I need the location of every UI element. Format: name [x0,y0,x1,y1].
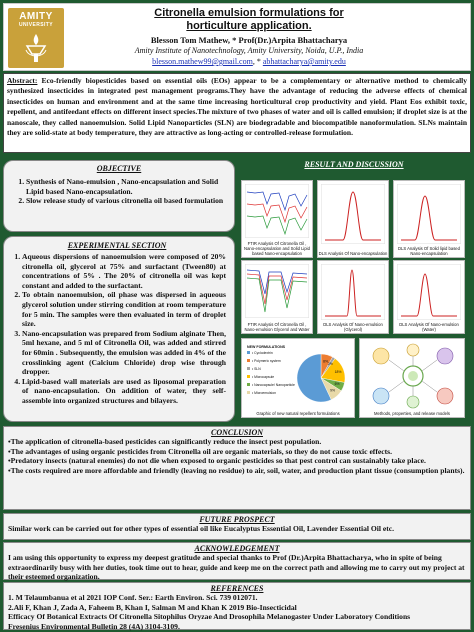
logo-name: AMITY [19,11,53,22]
reference-line: 1. M Telaumbanua et al 2021 IOP Conf. Ser.: Earth Environ. Sci. 739 012071. [8,593,258,602]
objective-item: 1. Synthesis of Nano-emulsion , Nano-encapsulation and Solid Lipid based Nano-encapsulation. [26,177,226,196]
conclusion-line: •The costs required are more affordable and friendly (leaving no residue) to air, soil, water, and production plant tissue (consumption plants). [8,465,465,475]
dls-plot-3 [321,264,385,320]
future-panel [3,513,471,540]
experimental-panel [3,236,235,422]
figure-caption: FTIR Analysis Of Citronella Oil , Nano-emulsion Glycerol and Water [244,322,310,332]
experimental-title: EXPERIMENTAL SECTION [67,241,167,250]
figure-formulations [241,338,355,418]
spray-bottle-icon [373,348,389,364]
affiliation: Amity Institute of Nanotechnology, Amity University, Noida, U.P., India [134,46,364,55]
capsule-icon [373,388,389,404]
title-line-2: horticulture application. [186,20,312,32]
pie-percent-label: 8% [323,359,329,364]
legend-label: • Cyclodextrin [252,351,273,355]
legend-swatch [247,351,250,354]
emails [64,57,434,66]
ftir-plot-1 [245,184,309,238]
figure-dls-3 [317,260,389,334]
figure-caption: DLS Analysis Of Nano-encapsulation [318,251,388,256]
dls-plot-4 [397,264,461,320]
figure-caption: FTIR Analysis Of Citronella Oil , Nano-encapsulation and Solid Lipid based Nano-encapsulation [244,241,310,256]
vial-icon [437,348,453,364]
objective-panel [3,160,235,232]
legend-swatch [247,391,250,394]
objective-title: OBJECTIVE [96,164,142,173]
authors: Blesson Tom Mathew, * Prof(Dr.)Arpita Bhattacharya [150,35,348,45]
conclusion-line: •Predatory insects (natural enemies) do not die when exposed to organic pesticides so that pest control can sustainably take place. [8,456,426,466]
legend-label: • Microemulsion [252,391,276,395]
experimental-list [8,252,226,406]
experimental-item: 1. Aqueous dispersions of nanoemulsion were composed of 20% citronella oil, glycerol at 75% and surfactant (Tween80) at concentrations of 5% . The 20% of citronella oil was kept constant and added to the surfactant. [22,252,226,290]
formulations-pie-chart [245,342,353,410]
results-panel [237,160,471,422]
references-panel [3,582,471,630]
title-line-1: Citronella emulsion formulations for [154,7,344,19]
reference-line: 2.Ali F, Khan J, Zada A, Faheem B, Khan I, Salman M and Khan K 2019 Bio-Insecticidal [8,602,297,612]
conclusion-title: CONCLUSION [210,428,263,437]
poster-title [84,7,414,33]
conclusion-line: •The advantages of using organic pesticides from Citronella oil are organic materials, so they do not cause toxic effects. [8,446,392,456]
conclusion-line: •The application of citronella-based pesticides can significantly reduce the insect pest population. [8,437,322,446]
legend-label: • Nanocapsule/ Nanoparticle [252,383,295,387]
acknowledgement-title: ACKNOWLEDGEMENT [194,544,280,553]
leaf-icon [407,396,419,408]
pie-percent-label: 2% [328,361,333,366]
legend-label: • Microcapsule [252,375,275,379]
abstract-box [3,73,471,153]
acknowledgement-panel [3,542,471,580]
legend-swatch [247,367,250,370]
pie-percent-label: 6% [334,382,340,387]
center-core-icon [408,371,418,381]
amity-logo [8,8,64,68]
future-title: FUTURE PROSPECT [199,515,275,524]
dls-plot-1 [321,184,385,244]
flask-icon [407,344,419,356]
email-separator: , * [252,57,261,66]
reference-line: Fresenius Environmental Bulletin 28 (4A) 3104-3109. [8,621,180,631]
email-link-1[interactable]: blesson.mathew99@gmail.com [152,57,253,66]
legend-swatch [247,359,250,362]
acknowledgement-text: I am using this opportunity to express my deepest gratitude and special thanks to Prof (Dr.)Arpita Bhattacharya, who in spite of being extraordinarily busy with her duties, took time out to hear, guide and keep me on the correct path and allowing me to carry out my project at their esteemed organization. [8,553,465,582]
formulations-legend [247,351,295,395]
results-title: RESULT AND DISCUSSION [304,160,404,169]
ftir-plot-2 [245,264,309,318]
formulations-heading: NEW FORMULATIONS [247,345,286,349]
figure-caption: DLS Analysis Of Nano-emulsion (Glycerol) [323,322,383,332]
email-link-2[interactable]: abhattacharya@amity.edu [262,57,346,66]
objective-item: 2. Slow release study of various citronella oil based formulation [26,196,226,206]
figure-caption: Methods, properties, and release models [374,411,450,416]
methods-illustration [363,342,463,410]
dls-plot-2 [397,184,461,244]
figure-caption: Graphic of new natural repellent formulations [256,411,340,416]
legend-label: • SLN [252,367,261,371]
pie-slices [297,354,345,402]
legend-swatch [247,383,250,386]
experimental-item: 3. Nano-encapsulation was prepared from Sodium alginate Then, 5ml hexane, and 5 ml of Citronella Oil, was added and stirred for 60min . Subsequently, the emulsion was added in 4% of the crosslinking agent (Calcium Chloride) drop wise through dropper. [22,329,226,377]
experimental-item: 4. Lipid-based wall materials are used as liposomal preparation of nano-encapsulation. On addition of water, they self-assemble into organized structures and bilayers. [22,377,226,406]
figure-caption: DLS Analysis Of Solid lipid based Nano-encapsulation [398,246,460,256]
legend-swatch [247,375,250,378]
poster-header [3,3,471,71]
figure-ftir-1 [241,180,313,258]
torch-emblem-icon [24,32,48,64]
pie-percent-label: 9% [330,388,336,393]
droplet-icon [437,388,453,404]
pie-percent-label: 18% [334,369,342,374]
figure-caption: DLS Analysis Of Nano-emulsion (Water) [399,322,459,332]
figure-methods [359,338,465,418]
conclusion-panel [3,426,471,510]
figure-ftir-2 [241,260,313,334]
logo-subtitle: UNIVERSITY [18,22,53,28]
references-title: REFERENCES [210,584,264,593]
future-text: Similar work can be carried out for other types of essential oil like Eucalyptus Essential Oil, Lavender Essential Oil etc. [8,524,395,533]
experimental-item: 2. To obtain nanoemulsion, oil phase was dispersed in aqueous glycerol solution under stirring condition at room temperature for 5 min. The samples were then evaluated in term of droplet size. [22,290,226,328]
figure-dls-1 [317,180,389,258]
abstract-text: Eco-friendly biopesticides based on essential oils (EOs) appear to be a complementary or alternative method to chemically synthesized insecticides in integrated pest management programs.They have the advantage of reducing the adverse effects of chemical insecticides on human and environment and at the same time increasing horticultural crop productivity and yield. Plant Eos exhibit toxic, repellent, and antifeedant effects on different insect species.The mixture of two phases of water and oil is called emulsion; if droplet size is at the nanoscale, they called nanoemulsion. Solid Lipid Nanoparticles (SLN) are biodegradable and biocompatible nanoformulation. SLNs maintain they are solid-state at body temperature, they are attractive as long-acting or controlled-release formulation. [7,76,467,138]
figure-dls-4 [393,260,465,334]
legend-label: • Polymeric system [252,359,281,363]
objective-list [12,175,226,206]
abstract-label: Abstract: [7,76,38,85]
reference-line: Efficacy Of Botanical Extracts Of Citronella Sitophilus Oryzae And Drosophila Melanogaster Under Laboratory Conditions [8,612,411,622]
figure-dls-2 [393,180,465,258]
